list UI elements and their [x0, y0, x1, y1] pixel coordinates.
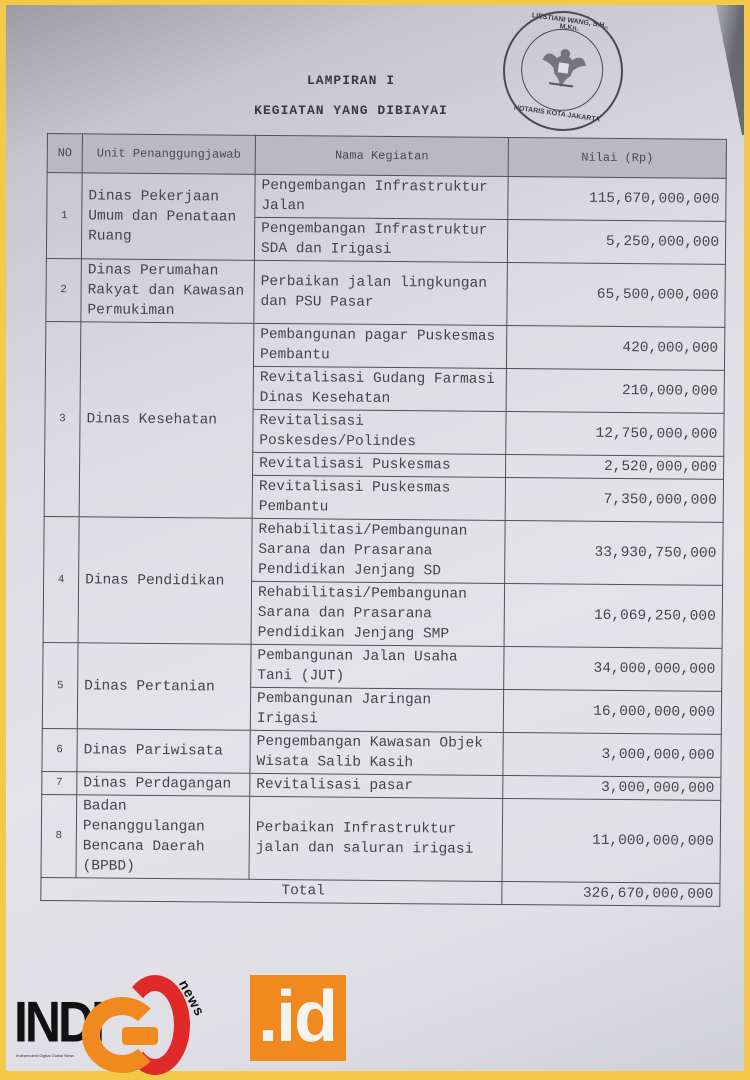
- table-row: [47, 173, 726, 222]
- activity-value: 16,069,250,000: [504, 584, 723, 649]
- logo-id-text: .id: [258, 977, 336, 1057]
- table-row: [45, 321, 724, 370]
- activity-name: Pembangunan Jalan Usaha Tani (JUT): [251, 644, 504, 689]
- row-number: 6: [42, 728, 77, 771]
- table-row: [42, 728, 721, 777]
- activity-name: Perbaikan jalan lingkungan dan PSU Pasar: [254, 260, 508, 325]
- responsible-unit: Dinas Perdagangan: [77, 772, 250, 797]
- row-number: 2: [46, 258, 82, 321]
- responsible-unit: Dinas Pendidikan: [78, 517, 252, 645]
- activity-name: Pengembangan Infrastruktur SDA dan Irigasi: [254, 217, 507, 262]
- activity-value: 5,250,000,000: [507, 220, 725, 265]
- document-title: LAMPIRAN I: [306, 73, 395, 88]
- activity-value: 210,000,000: [506, 369, 724, 414]
- row-number: 7: [42, 771, 77, 794]
- activity-name: Pengembangan Kawasan Objek Wisata Salib Kasih: [250, 730, 503, 775]
- activity-name: Rehabilitasi/Pembangunan Sarana dan Prasarana Pendidikan Jenjang SMP: [251, 581, 505, 646]
- total-value: 326,670,000,000: [502, 881, 720, 906]
- responsible-unit: Dinas Pekerjaan Umum dan Penataan Ruang: [81, 173, 255, 261]
- notary-stamp: [495, 5, 631, 139]
- responsible-unit: Dinas Kesehatan: [79, 322, 254, 519]
- stamp-top-text: LIESTIANI WANG, S.H., M.Kn.: [531, 12, 609, 33]
- activity-value: 34,000,000,000: [504, 647, 722, 692]
- row-number: 4: [43, 516, 79, 642]
- activity-value: 3,000,000,000: [503, 733, 721, 778]
- activity-value: 11,000,000,000: [502, 799, 721, 884]
- table-row: [43, 642, 722, 691]
- garuda-emblem-icon: [532, 37, 595, 100]
- row-number: 3: [44, 321, 81, 516]
- logo-g-bar: [122, 1027, 158, 1045]
- total-label: Total: [41, 877, 502, 904]
- document-subtitle: KEGIATAN YANG DIBIAYAI: [254, 103, 448, 118]
- header-value: Nilai (Rp): [508, 138, 726, 179]
- activity-name: Pembangunan Jaringan Irigasi: [250, 687, 503, 732]
- activity-value: 2,520,000,000: [506, 455, 724, 480]
- table-header-row: [47, 134, 726, 179]
- activity-name: Revitalisasi Gudang Farmasi Dinas Kesehatan: [253, 366, 506, 411]
- header-unit: Unit Penanggungjawab: [82, 134, 255, 175]
- activity-name: Revitalisasi Poskesdes/Polindes: [253, 409, 506, 454]
- activity-name: Rehabilitasi/Pembangunan Sarana dan Prasarana Pendidikan Jenjang SD: [252, 518, 506, 583]
- row-number: 5: [42, 642, 78, 728]
- activity-name: Pembangunan pagar Puskesmas Pembantu: [253, 323, 506, 368]
- indigo-news-watermark-logo: [12, 975, 342, 1065]
- activities-table: [40, 133, 727, 907]
- row-number: 8: [41, 794, 77, 877]
- row-number: 1: [46, 173, 82, 259]
- responsible-unit: Badan Penanggulangan Bencana Daerah (BPBD): [76, 795, 250, 880]
- table-row: [44, 516, 724, 585]
- activity-value: 65,500,000,000: [507, 263, 726, 328]
- table-body: [41, 173, 726, 907]
- page-shadow: [704, 5, 744, 135]
- header-activity: Nama Kegiatan: [255, 135, 508, 176]
- activity-value: 3,000,000,000: [503, 776, 721, 801]
- activity-value: 420,000,000: [506, 326, 724, 371]
- logo-news-text: news: [175, 977, 209, 1019]
- logo-tagline: Independent Digital Global News: [16, 1053, 75, 1058]
- responsible-unit: Dinas Perumahan Rakyat dan Kawasan Permukiman: [81, 259, 255, 324]
- responsible-unit: Dinas Pariwisata: [77, 729, 250, 774]
- activity-value: 12,750,000,000: [506, 412, 724, 457]
- activity-value: 115,670,000,000: [508, 177, 726, 222]
- logo-indi-text: INDI: [14, 989, 102, 1055]
- activity-name: Perbaikan Infrastruktur jalan dan saluran irigasi: [249, 796, 503, 881]
- activity-value: 33,930,750,000: [505, 521, 724, 586]
- header-no: NO: [47, 134, 82, 173]
- activity-name: Revitalisasi Puskesmas Pembantu: [252, 475, 505, 520]
- table-row: [41, 794, 721, 883]
- stamp-bottom-text: NOTARIS KOTA JAKARTA: [513, 104, 601, 124]
- activity-name: Pengembangan Infrastruktur Jalan: [255, 174, 508, 219]
- activity-value: 16,000,000,000: [503, 690, 721, 735]
- activity-value: 7,350,000,000: [505, 478, 723, 523]
- table-row: [46, 258, 726, 327]
- activity-name: Revitalisasi Puskesmas: [253, 452, 506, 477]
- responsible-unit: Dinas Pertanian: [77, 643, 251, 731]
- activity-name: Revitalisasi pasar: [250, 773, 503, 798]
